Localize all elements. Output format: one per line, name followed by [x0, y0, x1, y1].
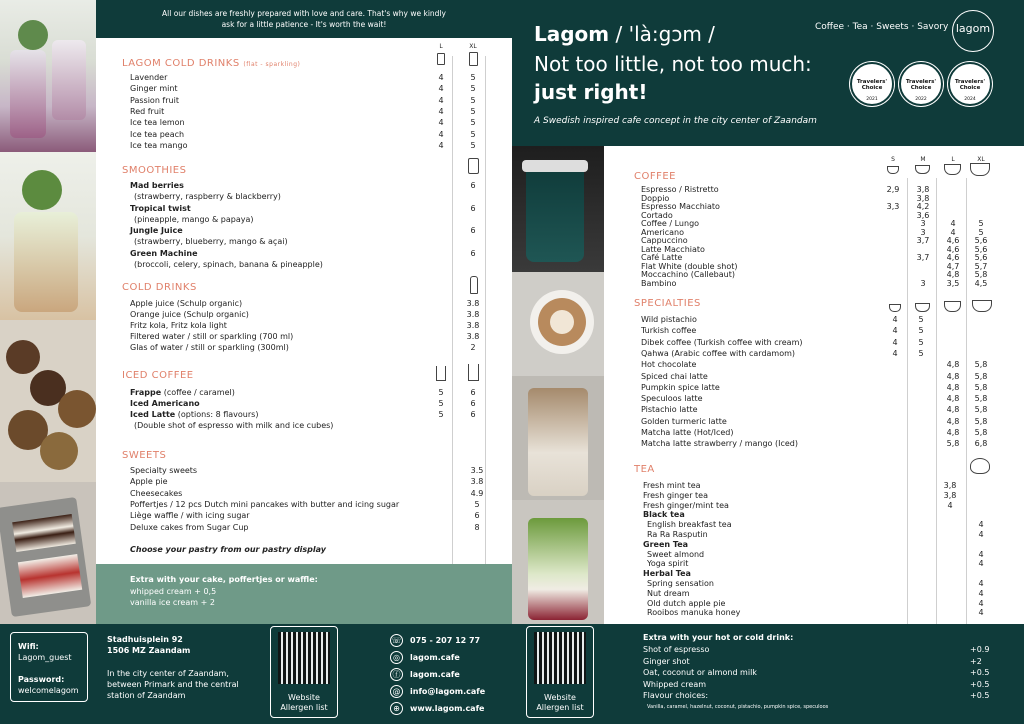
specialty-price-l: 4,8: [946, 382, 960, 392]
col-line-s: [907, 178, 908, 624]
sweet-name: Liège waffle / with icing sugar: [130, 511, 250, 521]
coffee-cup-m-icon: [915, 165, 930, 174]
cold-drink-name: Filtered water / still or sparkling (700 ml): [130, 332, 294, 341]
coffee-name: Bambino: [641, 278, 677, 288]
sweet-name: Apple pie: [130, 477, 168, 487]
badge-label: Travelers' Choice: [954, 79, 986, 91]
specialty-price-m: 5: [918, 326, 924, 336]
smoothie-desc: (pineapple, mango & papaya): [134, 214, 254, 224]
specialty-price-l: 4,8: [946, 371, 960, 381]
coffee-price-l: 4: [950, 227, 956, 237]
extra-name: Whipped cream: [643, 679, 707, 689]
extra-price: +2: [970, 656, 982, 666]
facebook-icon: ⓕ: [390, 668, 403, 681]
section-title-iced-coffee: ICED COFFEE: [122, 370, 194, 381]
coffee-price-m: 3,8: [916, 193, 930, 203]
tagline-2: just right!: [534, 80, 648, 104]
photo-matcha: [512, 500, 604, 624]
sweet-price: 3.8: [470, 477, 484, 487]
specialty-name: Spiced chai latte: [641, 371, 708, 381]
contact-text[interactable]: www.lagom.cafe: [410, 704, 485, 713]
photo-cappuccino: [512, 272, 604, 376]
iced-coffee-item: [130, 399, 200, 409]
price-l: 4: [438, 129, 444, 139]
menu-item-name: Ice tea mango: [130, 140, 188, 150]
extra-price: +0.9: [970, 645, 990, 654]
section-title-specialties: SPECIALTIES: [634, 298, 701, 309]
sweet-name: Deluxe cakes from Sugar Cup: [130, 522, 249, 532]
col-line-left-xl: [485, 56, 486, 564]
contact-text[interactable]: lagom.cafe: [410, 670, 460, 679]
tea-price-pot: 4: [978, 520, 984, 530]
menu-item-name: Ginger mint: [130, 84, 178, 94]
tea-name: Yoga spirit: [647, 559, 689, 569]
cold-drink-price: 3.8: [466, 332, 480, 341]
header-categories: Coffee · Tea · Sweets · Savory: [815, 22, 949, 32]
coffee-name: Coffee / Lungo: [641, 219, 700, 228]
brand-line: [534, 22, 715, 46]
specialty-price-l: 4,8: [946, 360, 960, 370]
specialty-price-l: 4,8: [946, 428, 960, 437]
coffee-price-m: 3,7: [916, 236, 930, 245]
cold-drink-name: Fritz kola, Fritz kola light: [130, 321, 227, 330]
cold-drink-name: Apple juice (Schulp organic): [130, 299, 243, 308]
coffee-price-xl: 5,6: [974, 253, 988, 262]
qr-right-label2: Allergen list: [536, 703, 584, 712]
col-line-left-l: [452, 56, 453, 564]
iced-coffee-name: Iced Latte: [130, 410, 176, 419]
coffee-name: Moccachino (Callebaut): [641, 270, 735, 279]
price-xl: 5: [470, 84, 476, 94]
iced-cup-xl-icon: [468, 364, 479, 381]
iced-price-l: 5: [438, 399, 444, 408]
tea-name: Old dutch apple pie: [647, 598, 726, 608]
specialty-price-l: 4,8: [946, 416, 960, 426]
password-value: welcomelagom: [18, 686, 79, 695]
iced-cup-l-icon: [436, 366, 446, 381]
section-title-tea: TEA: [634, 464, 655, 475]
extra-price: +0.5: [970, 668, 990, 677]
coffee-price-xl: 4,5: [974, 278, 988, 288]
iced-price-xl: 6: [470, 410, 476, 419]
brand-name: Lagom: [534, 22, 610, 46]
tea-price: 4: [947, 500, 953, 510]
tea-price-pot: 4: [978, 598, 984, 608]
instagram-icon: ◎: [390, 651, 403, 664]
specialty-price-l: 5,8: [946, 439, 960, 449]
iced-coffee-note: (Double shot of espresso with milk and ice cubes): [134, 421, 334, 430]
iced-coffee-name: Frappe: [130, 388, 162, 397]
tea-price-pot: 4: [978, 579, 984, 588]
smoothie-name: Green Machine: [130, 248, 198, 258]
price-l: 4: [438, 118, 444, 128]
size-label-l-right: L: [951, 156, 955, 163]
price-l: 4: [438, 73, 444, 82]
tea-name: Spring sensation: [647, 579, 714, 588]
tea-price-pot: 4: [978, 530, 984, 539]
section-title-lagom-cold-drinks: LAGOM COLD DRINKS (flat - sparkling): [122, 58, 301, 69]
iced-price-l: 5: [438, 410, 444, 419]
tea-price: 3,8: [943, 481, 957, 490]
coffee-name: Espresso Macchiato: [641, 202, 720, 211]
size-label-xl: XL: [469, 43, 477, 50]
menu-item-name: Lavender: [130, 73, 168, 82]
sweet-price: 4.9: [470, 488, 484, 498]
smoothie-name: Mad berries: [130, 181, 184, 190]
extra-price: +0.5: [970, 679, 990, 689]
coffee-price-l: 4: [950, 219, 956, 228]
phone-icon: ☏: [391, 636, 402, 645]
extra-cake-title: Extra with your cake, poffertjes or waffle:: [130, 575, 318, 584]
specialty-price-xl: 5,8: [974, 371, 988, 381]
iced-price-xl: 6: [470, 388, 476, 397]
specialty-price-s: 4: [892, 348, 898, 358]
password-label: Password:: [18, 675, 65, 684]
iced-coffee-item: [130, 410, 258, 420]
coffee-price-xl: 5,8: [974, 270, 988, 279]
section-title-cold-drinks: COLD DRINKS: [122, 282, 197, 293]
menu-item-name: Passion fruit: [130, 95, 179, 105]
size-label-l: L: [439, 43, 443, 50]
specialty-price-xl: 6,8: [974, 439, 988, 449]
location-line1: In the city center of Zaandam,: [107, 669, 229, 678]
extra-name: Oat, coconut or almond milk: [643, 668, 757, 677]
qr-left-label2: Allergen list: [280, 703, 328, 712]
spec-cup-m-icon: [915, 303, 930, 312]
cold-drink-price: 3.8: [466, 299, 480, 308]
specialty-price-m: 5: [918, 348, 924, 358]
photo-cookies: [0, 320, 96, 482]
specialty-price-m: 5: [918, 315, 924, 324]
sweet-price: 3.5: [470, 466, 484, 475]
tea-name: Herbal Tea: [643, 569, 691, 579]
price-l: 4: [438, 84, 444, 94]
extras-title: Extra with your hot or cold drink:: [643, 633, 794, 642]
price-xl: 5: [470, 73, 476, 82]
coffee-price-m: 3: [920, 278, 926, 288]
spec-cup-s-icon: [889, 304, 901, 312]
smoothie-price: 6: [470, 181, 476, 190]
extra-name: Flavour choices:: [643, 691, 709, 700]
badge-year: 2022: [915, 97, 927, 102]
sweets-note: Choose your pastry from our pastry display: [130, 545, 327, 554]
coffee-price-s: 2,9: [886, 185, 900, 194]
menu-item-name: Red fruit: [130, 106, 165, 116]
specialty-name: Speculoos latte: [641, 394, 703, 404]
photo-ginger-mint-drink: [0, 152, 96, 320]
badge-label: Travelers' Choice: [856, 79, 888, 91]
cold-drink-price: 3.8: [466, 321, 480, 330]
menu-item-name: Ice tea peach: [130, 129, 185, 139]
price-l: 4: [438, 95, 444, 105]
coffee-price-m: 3,6: [916, 210, 930, 220]
specialty-price-xl: 5,8: [974, 382, 988, 392]
coffee-price-m: 3,7: [916, 253, 930, 262]
price-xl: 5: [470, 106, 476, 116]
specialty-name: Wild pistachio: [641, 315, 697, 324]
sweet-name: Specialty sweets: [130, 466, 198, 475]
specialty-name: Matcha latte (Hot/Iced): [641, 428, 734, 437]
tea-name: Green Tea: [643, 539, 689, 549]
price-xl: 5: [470, 140, 476, 150]
tea-price-pot: 4: [978, 608, 984, 618]
tea-name: Ra Ra Rasputin: [647, 530, 708, 539]
coffee-price-m: 3: [920, 219, 926, 228]
tea-price-pot: 4: [978, 559, 984, 569]
cold-drink-price: 2: [470, 343, 476, 352]
size-label-xl-right: XL: [977, 156, 985, 163]
price-xl: 5: [470, 95, 476, 105]
tea-name: Nut dream: [647, 588, 690, 598]
coffee-price-xl: 5: [978, 227, 984, 237]
specialty-name: Matcha latte strawberry / mango (Iced): [641, 439, 798, 449]
specialty-price-xl: 5,8: [974, 416, 988, 426]
coffee-cup-s-icon: [887, 166, 899, 174]
iced-coffee-detail: (options: 8 flavours): [175, 410, 259, 419]
sweet-name: Cheesecakes: [130, 488, 183, 498]
price-l: 4: [438, 140, 444, 150]
badge-label: Travelers' Choice: [905, 79, 937, 91]
spec-cup-xl-icon: [972, 300, 992, 312]
tagline-1: Not too little, not too much:: [534, 52, 812, 76]
cold-drink-price: 3.8: [466, 310, 480, 319]
tea-name: Black tea: [643, 510, 685, 520]
photo-iced-latte: [512, 376, 604, 500]
sweet-name: Poffertjes / 12 pcs Dutch mini pancakes with butter and icing sugar: [130, 499, 400, 509]
coffee-price-l: 4,6: [946, 253, 960, 262]
smoothie-price: 6: [470, 248, 476, 258]
smoothie-name: Jungle Juice: [130, 226, 183, 235]
sweet-price: 5: [474, 499, 480, 509]
coffee-price-m: 4,2: [916, 202, 930, 211]
coffee-name: Flat White (double shot): [641, 261, 738, 271]
coffee-price-xl: 5,6: [974, 244, 988, 254]
specialty-name: Pumpkin spice latte: [641, 382, 720, 392]
coffee-name: Doppio: [641, 193, 670, 203]
address-line1: Stadhuisplein 92: [107, 635, 183, 644]
wifi-label: Wifi:: [18, 642, 39, 651]
coffee-price-xl: 5,6: [974, 236, 988, 245]
coffee-cup-xl-icon: [970, 163, 990, 176]
size-label-s: S: [891, 156, 895, 163]
extra-name: Ginger shot: [643, 656, 690, 666]
tea-name: Fresh ginger/mint tea: [643, 500, 729, 510]
coffee-price-l: 4,7: [946, 261, 960, 271]
specialty-name: Pistachio latte: [641, 405, 698, 415]
smoothie-price: 6: [470, 203, 476, 213]
globe-icon: ⊕: [390, 702, 403, 715]
specialty-name: Turkish coffee: [641, 326, 697, 336]
location-line2: between Primark and the central: [107, 680, 239, 689]
qr-right-label1: Website: [544, 693, 576, 702]
col-line-l: [966, 178, 967, 624]
section-title-coffee: COFFEE: [634, 171, 676, 182]
contact-text[interactable]: 075 - 207 12 77: [410, 636, 481, 645]
badge-year: 2024: [964, 97, 976, 102]
coffee-price-xl: 5,7: [974, 261, 988, 271]
specialty-price-xl: 5,8: [974, 428, 988, 437]
specialty-price-s: 4: [892, 337, 898, 347]
extra-name: Shot of espresso: [643, 645, 710, 654]
bottle-icon: [470, 276, 478, 294]
address-line2: 1506 MZ Zaandam: [107, 646, 191, 655]
tea-price: 3,8: [943, 490, 957, 500]
coffee-price-m: 3: [920, 227, 926, 237]
cold-drink-name: Glas of water / still or sparkling (300ml): [130, 343, 289, 352]
specialty-price-s: 4: [892, 326, 898, 336]
specialty-price-l: 4,8: [946, 394, 960, 404]
tea-name: Rooibos manuka honey: [647, 608, 741, 618]
specialty-price-m: 5: [918, 337, 924, 347]
tea-price-pot: 4: [978, 588, 984, 598]
iced-coffee-detail: (coffee / caramel): [161, 388, 235, 397]
coffee-name: Café Latte: [641, 253, 683, 262]
size-label-m: M: [920, 156, 926, 163]
iced-coffee-name: Iced Americano: [130, 399, 200, 408]
flavours-list: Vanilla, caramel, hazelnut, coconut, pistachio, pumpkin spice, speculoos: [647, 704, 829, 710]
coffee-cup-l-icon: [944, 164, 961, 175]
photo-cake: [0, 482, 96, 624]
wifi-name: Lagom_guest: [18, 653, 72, 662]
cup-xl-icon: [469, 52, 478, 66]
price-l: 4: [438, 106, 444, 116]
photo-takeaway-cup: [512, 146, 604, 272]
qr-left-label1: Website: [288, 693, 320, 702]
sweet-price: 8: [474, 522, 480, 532]
cup-l-icon: [437, 53, 445, 65]
extra-cake-line2: vanilla ice cream + 2: [130, 598, 215, 607]
specialty-name: Golden turmeric latte: [641, 416, 727, 426]
qr-code-right[interactable]: [534, 632, 586, 684]
coffee-price-l: 4,6: [946, 236, 960, 245]
header-subtitle: A Swedish inspired cafe concept in the city center of Zaandam: [534, 116, 817, 126]
specialty-name: Qahwa (Arabic coffee with cardamom): [641, 348, 796, 358]
col-line-m: [936, 178, 937, 624]
header-note-line1: All our dishes are freshly prepared with love and care. That's why we kindly: [162, 9, 446, 18]
menu-item-name: Ice tea lemon: [130, 118, 185, 128]
smoothie-price: 6: [470, 226, 476, 235]
header-note-line2: ask for a little patience - It's worth the wait!: [221, 20, 387, 29]
section-title-smoothies: SMOOTHIES: [122, 165, 187, 176]
coffee-name: Cappuccino: [641, 236, 688, 245]
badge-year: 2021: [866, 97, 878, 102]
coffee-price-xl: 5: [978, 219, 984, 228]
specialty-price-xl: 5,8: [974, 394, 988, 404]
sweet-price: 6: [474, 511, 480, 521]
smoothie-desc: (strawberry, raspberry & blackberry): [134, 192, 281, 201]
smoothie-desc: (broccoli, celery, spinach, banana & pineapple): [134, 259, 323, 269]
iced-price-l: 5: [438, 388, 444, 397]
price-xl: 5: [470, 118, 476, 128]
smoothie-cup-icon: [468, 158, 479, 174]
coffee-name: Espresso / Ristretto: [641, 185, 719, 194]
specialty-price-s: 4: [892, 315, 898, 324]
specialty-price-xl: 5,8: [974, 405, 988, 415]
coffee-name: Latte Macchiato: [641, 244, 705, 254]
photo-lavender-drinks: [0, 0, 96, 152]
section-title-sweets: SWEETS: [122, 450, 167, 461]
iced-price-xl: 6: [470, 399, 476, 408]
coffee-price-l: 4,6: [946, 244, 960, 254]
tea-name: Fresh mint tea: [643, 481, 701, 490]
qr-code-left[interactable]: [278, 632, 330, 684]
tea-price-pot: 4: [978, 549, 984, 559]
specialty-price-xl: 5,8: [974, 360, 988, 370]
specialty-name: Dibek coffee (Turkish coffee with cream): [641, 337, 803, 347]
location-line3: station of Zaandam: [107, 691, 186, 700]
coffee-price-l: 4,8: [946, 270, 960, 279]
price-xl: 5: [470, 129, 476, 139]
extra-price: +0.5: [970, 691, 990, 700]
tea-name: English breakfast tea: [647, 520, 732, 530]
coffee-price-s: 3,3: [886, 202, 900, 211]
teapot-icon: [970, 458, 990, 474]
extra-cake-line1: whipped cream + 0,5: [130, 587, 217, 596]
smoothie-name: Tropical twist: [130, 203, 191, 213]
logo-text: lagom: [955, 22, 991, 35]
coffee-name: Americano: [641, 227, 684, 237]
cold-drink-name: Orange juice (Schulp organic): [130, 310, 249, 319]
specialty-price-l: 4,8: [946, 405, 960, 415]
tea-name: Sweet almond: [647, 549, 705, 559]
tea-name: Fresh ginger tea: [643, 490, 708, 500]
iced-coffee-item: [130, 388, 235, 398]
smoothie-desc: (strawberry, blueberry, mango & açai): [134, 237, 288, 246]
coffee-price-m: 3,8: [916, 185, 930, 194]
brand-phonetic: / 'là:gɔm /: [609, 22, 715, 46]
header-note-bar: [96, 0, 512, 38]
spec-cup-l-icon: [944, 301, 961, 312]
email-icon: @: [390, 685, 403, 698]
specialty-name: Hot chocolate: [641, 360, 697, 370]
coffee-price-l: 3,5: [946, 278, 960, 288]
contact-text[interactable]: info@lagom.cafe: [410, 687, 486, 696]
contact-text[interactable]: lagom.cafe: [410, 653, 460, 662]
coffee-name: Cortado: [641, 210, 673, 220]
